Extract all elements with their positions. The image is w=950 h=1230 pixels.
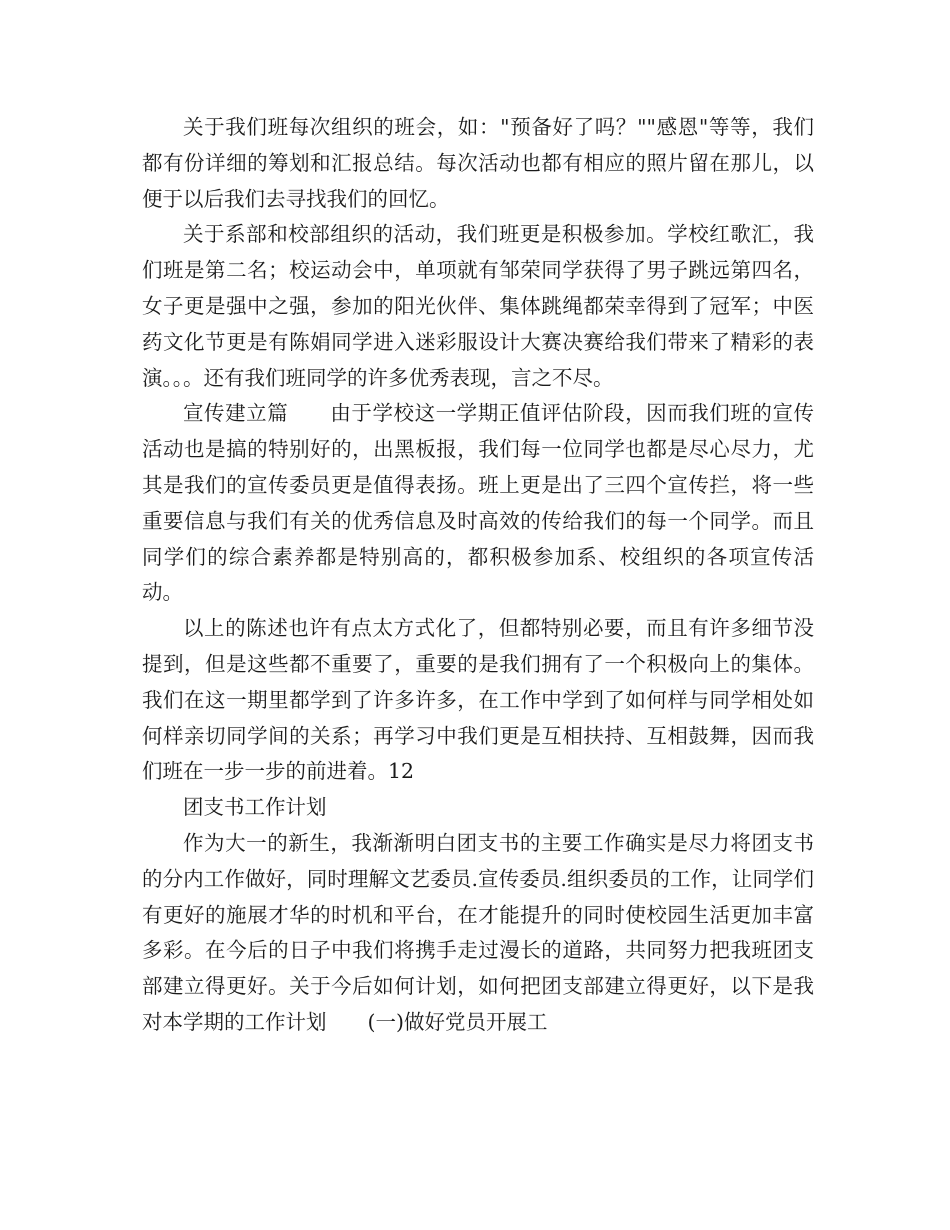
section-heading-work-plan: 团支书工作计划: [183, 795, 327, 820]
paragraph-summary: 以上的陈述也许有点太方式化了，但都特别必要，而且有许多细节没提到，但是这些都不重要了，重要的是我们拥有了一个积极向上的集体。我们在这一期里都学到了许多许多，在工作中学到了如何样与同学相处如何样亲切同学间的关系；再学习中我们更是互相扶持、互相鼓舞，因而我们班在一步一步的前进着。12: [142, 616, 814, 784]
document-body: [142, 110, 814, 1041]
paragraph-publicity: 宣传建立篇 由于学校这一学期正值评估阶段，因而我们班的宣传活动也是搞的特别好的，出黑板报，我们每一位同学也都是尽心尽力，尤其是我们的宣传委员更是值得表扬。班上更是出了三四个宣传拦，将一些重要信息与我们有关的优秀信息及时高效的传给我们的每一个同学。而且同学们的综合素养都是特别高的，都积极参加系、校组织的各项宣传活动。: [142, 401, 814, 605]
paragraph-activities: 关于系部和校部组织的活动，我们班更是积极参加。学校红歌汇，我们班是第二名；校运动会中，单项就有邹荣同学获得了男子跳远第四名，女子更是强中之强，参加的阳光伙伴、集体跳绳都荣幸得到了冠军；中医药文化节更是有陈娟同学进入迷彩服设计大赛决赛给我们带来了精彩的表演。。。还有我们班同学的许多优秀表现，言之不尽。: [142, 222, 814, 390]
paragraph-work-plan: 作为大一的新生，我渐渐明白团支书的主要工作确实是尽力将团支书的分内工作做好，同时理解文艺委员.宣传委员.组织委员的工作，让同学们有更好的施展才华的时机和平台，在才能提升的同时使校园生活更加丰富多彩。在今后的日子中我们将携手走过漫长的道路，共同努力把我班团支部建立得更好。关于今后如何计划，如何把团支部建立得更好，以下是我对本学期的工作计划 (一)做好党员开展工: [142, 830, 814, 1034]
paragraph-class-meetings: 关于我们班每次组织的班会，如："预备好了吗？""感恩"等等，我们都有份详细的筹划和汇报总结。每次活动也都有相应的照片留在那儿，以便于以后我们去寻找我们的回忆。: [142, 115, 814, 211]
